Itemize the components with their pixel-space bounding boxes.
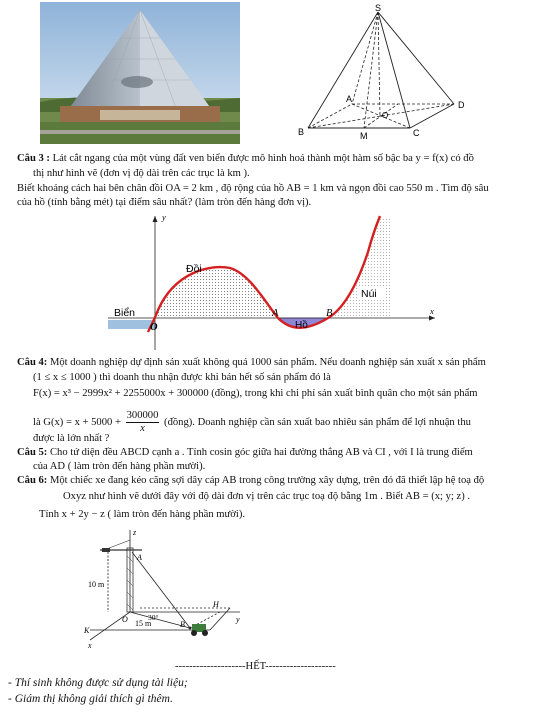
crane-k-label: K	[84, 626, 90, 635]
point-b-label: B	[326, 308, 333, 319]
q4-line2: (1 ≤ x ≤ 1000 ) thì doanh thu nhận được khi bán hết số sản phẩm đó là	[33, 372, 331, 383]
crane-diagram	[80, 526, 255, 654]
q5-line1	[17, 446, 473, 460]
crane-o-label: O	[122, 615, 128, 624]
q6-text1: Một chiếc xe đang kéo căng sợi dây cáp AB trong công trường xây dựng, trên đó đã thiết lập hệ toạ độ	[49, 475, 485, 486]
crane-x-label: x	[88, 641, 92, 650]
label-m: M	[360, 131, 368, 141]
q3-line3: Biết khoảng cách hai bên chân đồi OA = 2 km , độ rộng của hồ AB = 1 km và ngọn đồi cao 550 m . Tìm độ sâu	[17, 183, 489, 194]
q3-line2: thị như hình vẽ (đơn vị độ dài trên các trục là km ).	[33, 168, 250, 179]
graph-x-label: x	[430, 306, 434, 316]
q6-line3: Tính x + 2y − z ( làm tròn đến hàng phần mười).	[39, 509, 245, 520]
crane-b-label: B	[180, 620, 185, 629]
q5-label: Câu 5:	[17, 447, 48, 458]
label-a: A	[346, 94, 353, 104]
pyramid-photo	[40, 2, 240, 144]
crane-angle-label: 30°	[148, 613, 159, 622]
q4-text4-post: (đồng). Doanh nghiệp cần sản xuất bao nhiêu sản phẩm để lợi nhuận thu	[164, 417, 471, 429]
crane-y-label: y	[236, 615, 240, 624]
note-2: - Giám thị không giải thích gì thêm.	[8, 693, 173, 705]
crane-a-label: A	[137, 553, 142, 562]
pyramid-diagram	[290, 2, 480, 144]
q4-line5: được là lớn nhất ?	[33, 433, 110, 444]
q4-frac-num: 300000	[126, 410, 160, 423]
end-line: --------------------HẾT--------------------	[175, 661, 336, 672]
label-c: C	[413, 128, 420, 138]
q4-line1	[17, 356, 486, 370]
q6-line1	[17, 474, 484, 488]
label-s: S	[375, 3, 382, 13]
q5-line2: của AD ( làm tròn đến hàng phần mười).	[33, 461, 206, 472]
crane-z-label: z	[133, 528, 137, 537]
q3-text1: Lát cắt ngang của một vùng đất ven biển được mô hình hoá thành một hàm số bậc ba y = f(x) có đồ	[52, 153, 474, 164]
graph-origin-label: O	[150, 322, 158, 333]
crane-dist-label: 15 m	[135, 619, 152, 628]
q4-fraction	[126, 410, 160, 435]
q4-line3: F(x) = x³ − 2999x² + 2255000x + 300000 (đồng), trong khi chi phí sản xuất bình quân cho một sản phẩm	[33, 388, 478, 399]
coast-graph	[100, 212, 445, 354]
q3-line4: của hồ (tính bằng mét) tại điểm sâu nhất? (làm tròn đến hàng đơn vị).	[17, 197, 312, 208]
note-1: - Thí sinh không được sử dụng tài liệu;	[8, 677, 188, 689]
graph-y-label: y	[162, 212, 166, 222]
shore-label: Biển	[114, 307, 136, 319]
q6-line2: Oxyz như hình vẽ dưới đây với độ dài đơn vị trên các trục toạ độ bằng 1m . Biết AB = (x; y; z) .	[63, 491, 471, 502]
mountain-label: Núi	[361, 288, 377, 300]
q3-label: Câu 3 :	[17, 153, 50, 164]
point-a-label: A	[272, 308, 279, 319]
q4-text1: Một doanh nghiệp dự định sản xuất không quá 1000 sản phẩm. Nếu doanh nghiệp sản xuất x sản phẩm	[49, 357, 486, 368]
q4-text4-pre: là G(x) = x + 5000 +	[33, 417, 121, 429]
q3-line1	[17, 152, 474, 166]
label-o: O	[382, 111, 389, 120]
q6-label: Câu 6:	[17, 475, 48, 486]
crane-h-label: H	[213, 600, 219, 609]
crane-height-label: 10 m	[88, 580, 105, 589]
q4-frac-den: x	[140, 423, 145, 435]
q5-text1: Cho tứ diện đều ABCD cạnh a . Tính cosin góc giữa hai đường thẳng AB và CI , với I là trung điểm	[49, 447, 473, 458]
q4-label: Câu 4:	[17, 357, 48, 368]
label-d: D	[458, 100, 465, 110]
hill-label: Đồi	[186, 263, 202, 275]
label-b: B	[298, 127, 305, 137]
lake-label: Hồ	[295, 320, 308, 331]
